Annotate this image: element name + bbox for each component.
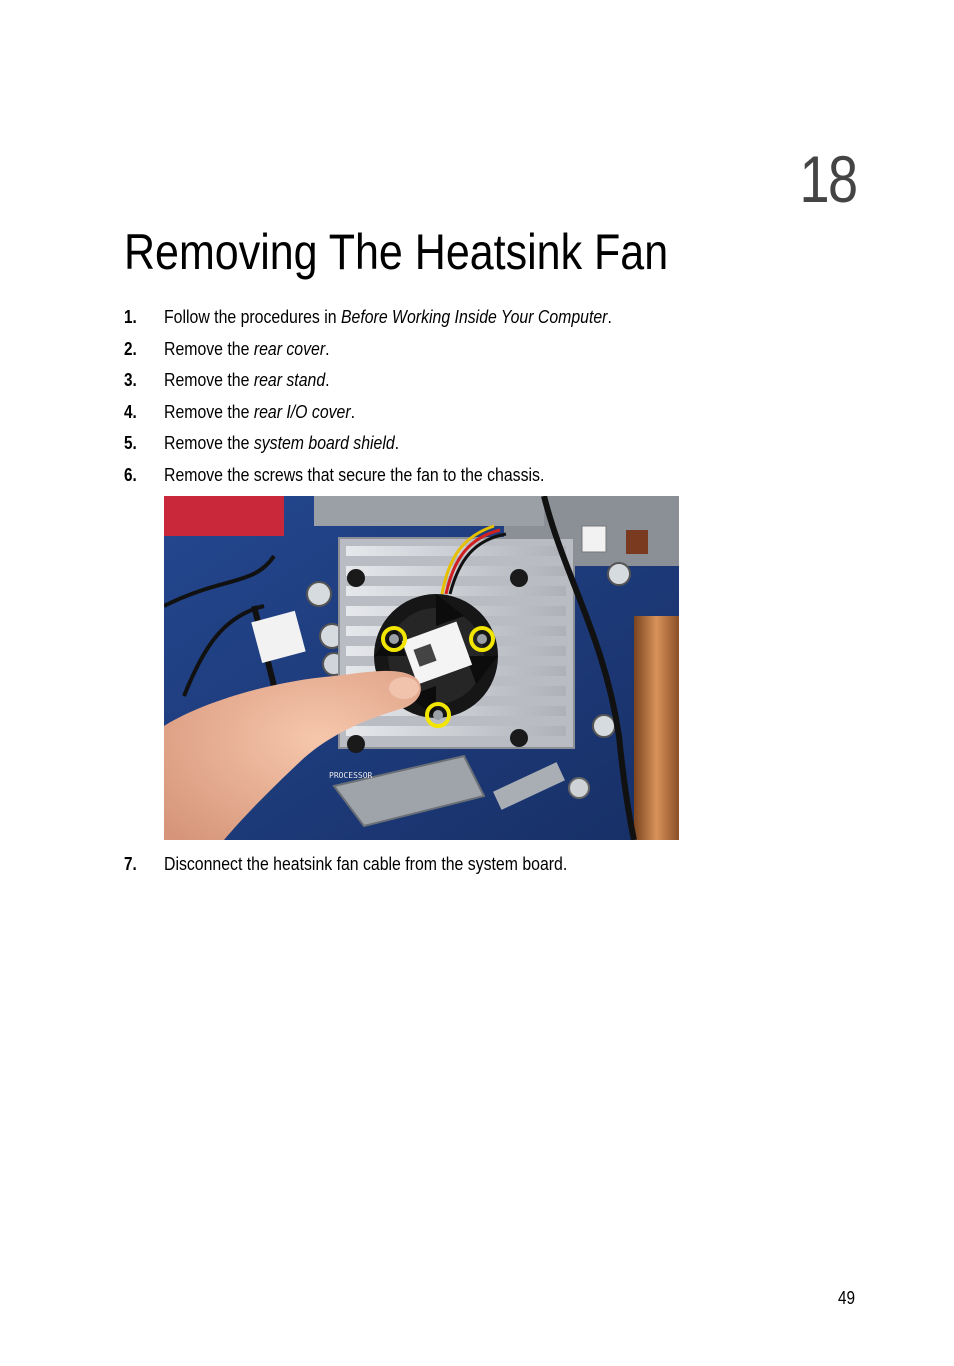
page-number: 49 xyxy=(837,1288,855,1308)
step-number: 6. xyxy=(124,464,137,485)
step-number: 1. xyxy=(124,307,137,327)
system-board-shield-link[interactable]: system board shield xyxy=(253,433,395,454)
page-title: Removing The Heatsink Fan xyxy=(124,224,669,280)
step-number: 2. xyxy=(124,338,137,359)
step-text: Remove the rear stand. xyxy=(164,370,330,391)
step-text: Remove the system board shield. xyxy=(164,433,400,454)
step-number: 5. xyxy=(124,433,137,454)
red-cable-cover xyxy=(164,496,284,536)
rear-cover-link[interactable]: rear cover xyxy=(253,338,326,359)
step-text: Disconnect the heatsink fan cable from the system board. xyxy=(164,854,568,874)
heatsink-fan-illustration xyxy=(164,496,679,840)
procedure-steps xyxy=(124,304,824,494)
rear-stand-link[interactable]: rear stand xyxy=(253,370,326,391)
step-6 xyxy=(124,462,824,494)
step-5 xyxy=(124,430,824,462)
step-3 xyxy=(124,367,824,399)
rear-io-cover-link[interactable]: rear I/O cover xyxy=(253,401,351,422)
step-text: Remove the screws that secure the fan to the chassis. xyxy=(164,464,545,485)
step-text: Remove the rear cover. xyxy=(164,338,330,359)
copper-heatpipe xyxy=(634,616,679,840)
step-text: Remove the rear I/O cover. xyxy=(164,401,356,422)
before-working-link[interactable]: Before Working Inside Your Computer xyxy=(340,307,608,327)
step-number: 3. xyxy=(124,370,137,391)
step-7 xyxy=(124,851,824,879)
chapter-number: 18 xyxy=(799,142,856,216)
step-1 xyxy=(124,304,824,336)
step-text: Follow the procedures in Before Working Inside Your Computer. xyxy=(164,307,612,327)
step-number: 7. xyxy=(124,854,137,874)
step-4 xyxy=(124,399,824,431)
step-2 xyxy=(124,336,824,368)
heatsink-fan-photo xyxy=(164,496,679,840)
processor-label: PROCESSOR xyxy=(329,771,373,780)
step-number: 4. xyxy=(124,401,137,422)
